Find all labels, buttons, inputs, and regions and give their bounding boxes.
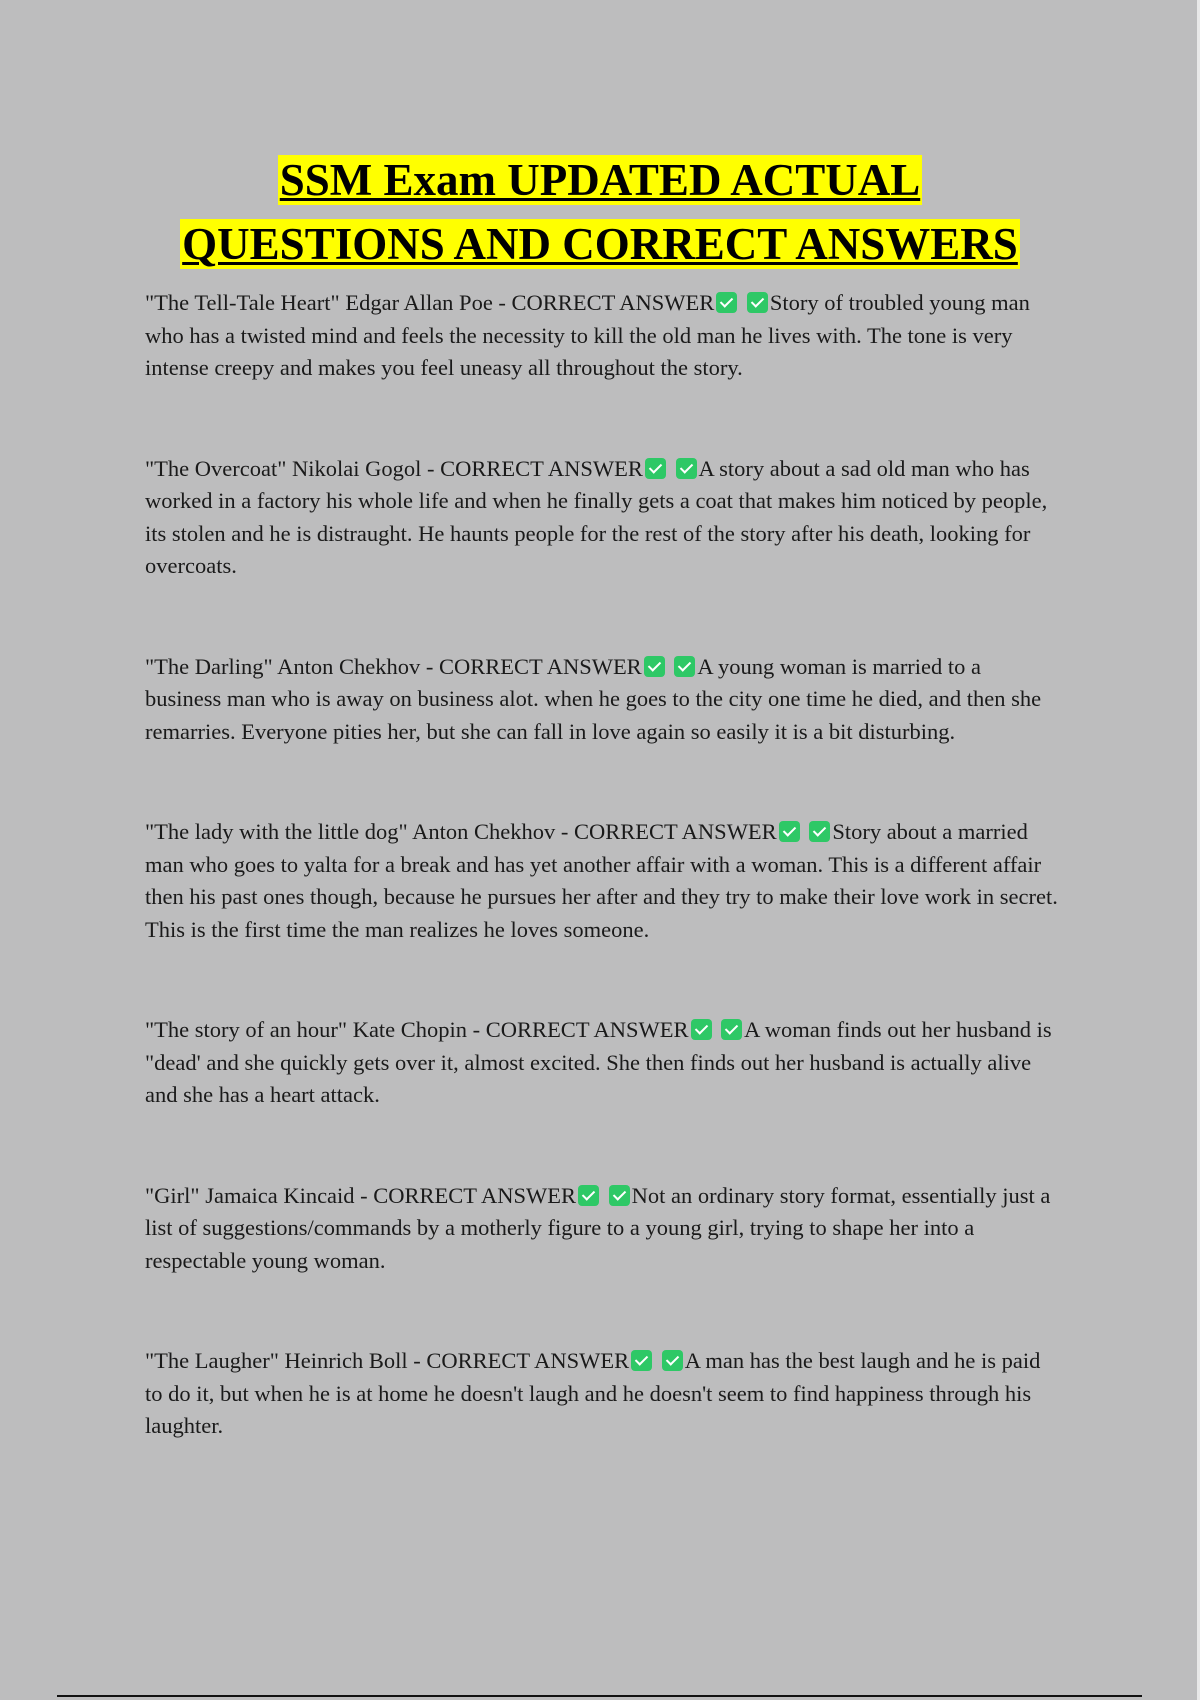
check-mark-icon <box>644 656 665 677</box>
check-mark-icon <box>674 656 695 677</box>
check-mark-icon <box>662 1350 683 1371</box>
qa-item <box>145 1014 1060 1112</box>
qa-item <box>145 651 1060 749</box>
check-mark-icon <box>779 821 800 842</box>
check-mark-icon <box>609 1185 630 1206</box>
qa-answer: Story about a married man who goes to yalta for a break and has yet another affair with a woman. This is a different affair then his past ones though, because he pursues her after and they try to make their love work in secret. This is the first time the man realizes he loves someone. <box>145 819 1058 942</box>
footer-divider <box>57 1695 1142 1697</box>
qa-question: "The story of an hour" Kate Chopin - CORRECT ANSWER <box>145 1017 689 1042</box>
qa-list <box>145 287 1060 1443</box>
check-mark-icon <box>716 292 737 313</box>
qa-question: "The Overcoat" Nikolai Gogol - CORRECT ANSWER <box>145 455 643 481</box>
qa-answer: A woman finds out her husband is "dead' and she quickly gets over it, almost excited. She then finds out her husband is actually alive and she has a heart attack. <box>145 1017 1052 1107</box>
title-line-2: QUESTIONS AND CORRECT ANSWERS <box>182 219 1018 269</box>
check-mark-icon <box>645 458 666 479</box>
qa-answer: A story about a sad old man who has worked in a factory his whole life and when he finally gets a coat that makes him noticed by people, its stolen and he is distraught. He haunts people for the rest of the story after his death, looking for overcoats. <box>145 455 1048 578</box>
check-mark-icon <box>691 1019 712 1040</box>
check-mark-icon <box>676 458 697 479</box>
check-mark-icon <box>578 1185 599 1206</box>
qa-answer: Story of troubled young man who has a twisted mind and feels the necessity to kill the old man he lives with. The tone is very intense creepy and makes you feel uneasy all throughout the story. <box>145 290 1030 380</box>
check-mark-icon <box>721 1019 742 1040</box>
check-mark-icon <box>747 292 768 313</box>
qa-item <box>145 1180 1060 1278</box>
qa-answer: Not an ordinary story format, essentially just a list of suggestions/commands by a motherly figure to a young girl, trying to shape her into a respectable young woman. <box>145 1182 1051 1273</box>
check-mark-icon <box>631 1350 652 1371</box>
qa-question: "Girl" Jamaica Kincaid - CORRECT ANSWER <box>145 1182 577 1208</box>
title-line-1: SSM Exam UPDATED ACTUAL <box>279 155 921 205</box>
qa-answer: A young woman is married to a business man who is away on business alot. when he goes to the city one time he died, and then she remarries. Everyone pities her, but she can fall in love again so easily it is a bit disturbing. <box>145 653 1042 744</box>
qa-item <box>145 1345 1060 1443</box>
check-mark-icon <box>809 821 830 842</box>
page-title <box>60 148 1140 276</box>
qa-item <box>145 816 1060 946</box>
qa-question: "The lady with the little dog" Anton Chekhov - CORRECT ANSWER <box>145 819 777 844</box>
qa-answer: A man has the best laugh and he is paid to do it, but when he is at home he doesn't laugh and he doesn't seem to find happiness through his laughter. <box>145 1348 1041 1438</box>
qa-question: "The Darling" Anton Chekhov - CORRECT ANSWER <box>145 653 642 679</box>
qa-item <box>145 287 1060 385</box>
qa-question: "The Tell-Tale Heart" Edgar Allan Poe - CORRECT ANSWER <box>145 290 715 315</box>
qa-item <box>145 453 1060 583</box>
qa-question: "The Laugher" Heinrich Boll - CORRECT ANSWER <box>145 1348 630 1373</box>
